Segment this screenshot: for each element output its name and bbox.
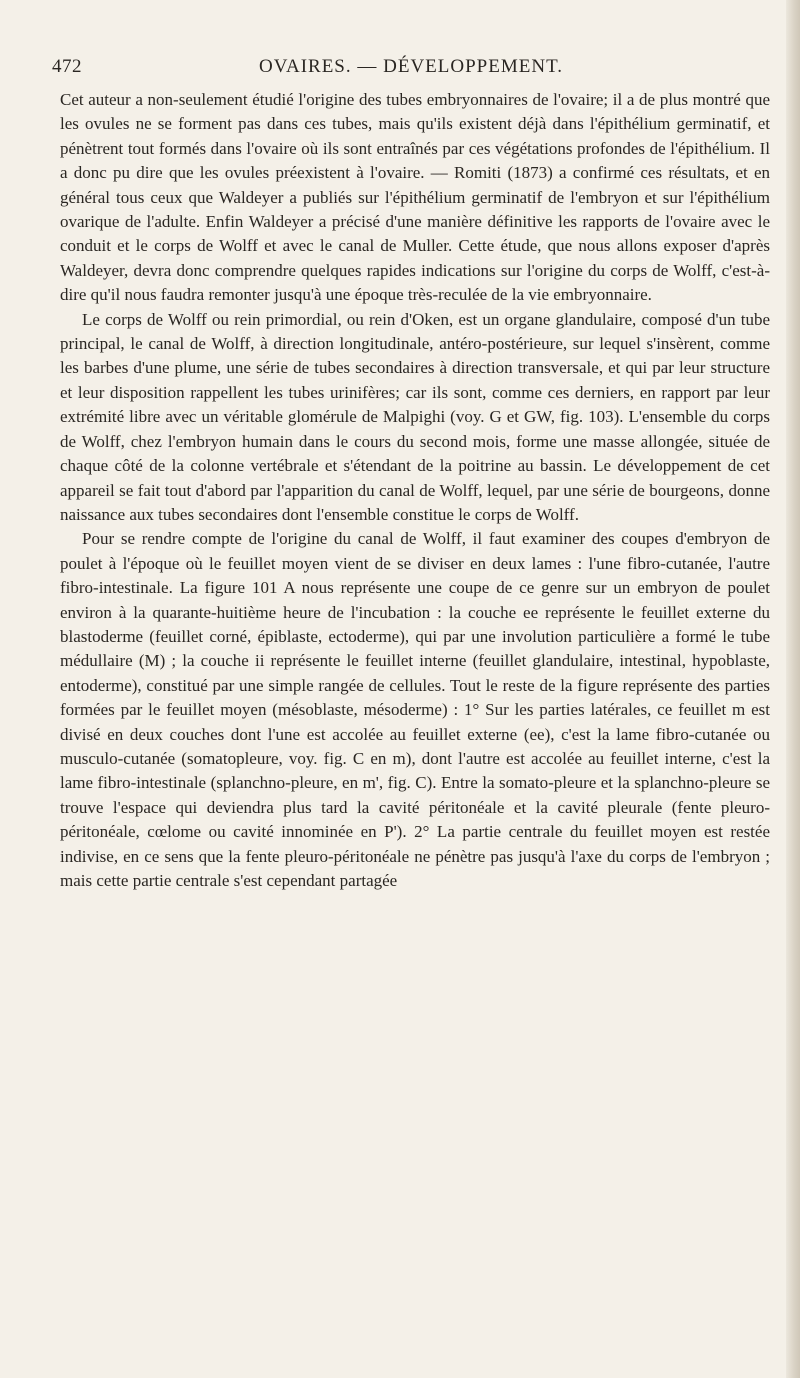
body-text — [60, 88, 770, 893]
paragraph: Le corps de Wolff ou rein primordial, ou rein d'Oken, est un organe glandulaire, composé d'un tube principal, le canal de Wolff, à direction longitudinale, antéro-postérieure, sur lequel s'insèrent, comme les barbes d'une plume, une série de tubes secondaires à direction transversale, et qui par leur structure et leur disposition rappellent les tubes urinifères; car ils sont, comme ces derniers, en rapport par leur extrémité libre avec un véritable glomérule de Malpighi (voy. G et GW, fig. 103). L'ensemble du corps de Wolff, chez l'embryon humain dans le cours du second mois, forme une masse allongée, située de chaque côté de la colonne vertébrale et s'étendant de la poitrine au bassin. Le développement de cet appareil se fait tout d'abord par l'apparition du canal de Wolff, lequel, par une série de bourgeons, donne naissance aux tubes secondaires dont l'ensemble constitue le corps de Wolff. — [60, 309, 770, 524]
page-number: 472 — [52, 56, 82, 77]
page-edge — [786, 0, 800, 1378]
page-header — [52, 56, 770, 84]
paragraph: Cet auteur a non-seulement étudié l'origine des tubes embryonnaires de l'ovaire; il a de plus montré que les ovules ne se forment pas dans ces tubes, mais qu'ils existent déjà dans l'épithélium germinatif, et pénètrent tout formés dans l'ovaire où ils sont entraînés par ces végétations profondes de l'épithélium. Il a donc pu dire que les ovules préexistent à l'ovaire. — Romiti (1873) a confirmé ces résultats, et en général tous ceux que Waldeyer a publiés sur l'épithélium germinatif de l'embryon et sur l'épithélium ovarique de l'adulte. Enfin Waldeyer a précisé d'une manière définitive les rapports de l'ovaire avec le conduit et le corps de Wolff et avec le canal de Muller. Cette étude, que nous allons exposer d'après Waldeyer, devra donc comprendre quelques rapides indications sur l'origine du corps de Wolff, c'est-à-dire qu'il nous faudra remonter jusqu'à une époque très-reculée de la vie embryonnaire. — [60, 90, 770, 305]
paragraph: Pour se rendre compte de l'origine du canal de Wolff, il faut examiner des coupes d'embryon de poulet à l'époque où le feuillet moyen vient de se diviser en deux lames : l'une fibro-cutanée, l'autre fibro-intestinale. La figure 101 A nous représente une coupe de ce genre sur un embryon de poulet environ à la quarante-huitième heure de l'incubation : la couche ee représente le feuillet externe du blastoderme (feuillet corné, épiblaste, ectoderme), qui par une involution particulière a formé le tube médullaire (M) ; la couche ii représente le feuillet interne (feuillet glandulaire, intestinal, hypoblaste, entoderme), constitué par une simple rangée de cellules. Tout le reste de la figure représente des parties formées par le feuillet moyen (mésoblaste, mésoderme) : 1° Sur les parties latérales, ce feuillet m est divisé en deux couches dont l'une est accolée au feuillet externe (ee), c'est la lame fibro-cutanée ou musculo-cutanée (somatopleure, voy. fig. C en m), dont l'autre est accolée au feuillet interne, c'est la lame fibro-intestinale (splanchno-pleure, en m', fig. C). Entre la somato-pleure et la splanchno-pleure se trouve l'espace qui deviendra plus tard la cavité péritonéale et la cavité pleurale (fente pleuro-péritonéale, cœlome ou cavité innominée en P'). 2° La partie centrale du feuillet moyen est restée indivise, en ce sens que la fente pleuro-péritonéale ne pénètre pas jusqu'à l'axe du corps de l'embryon ; mais cette partie centrale s'est cependant partagée — [60, 529, 770, 890]
running-title: OVAIRES. — DÉVELOPPEMENT. — [258, 56, 564, 77]
